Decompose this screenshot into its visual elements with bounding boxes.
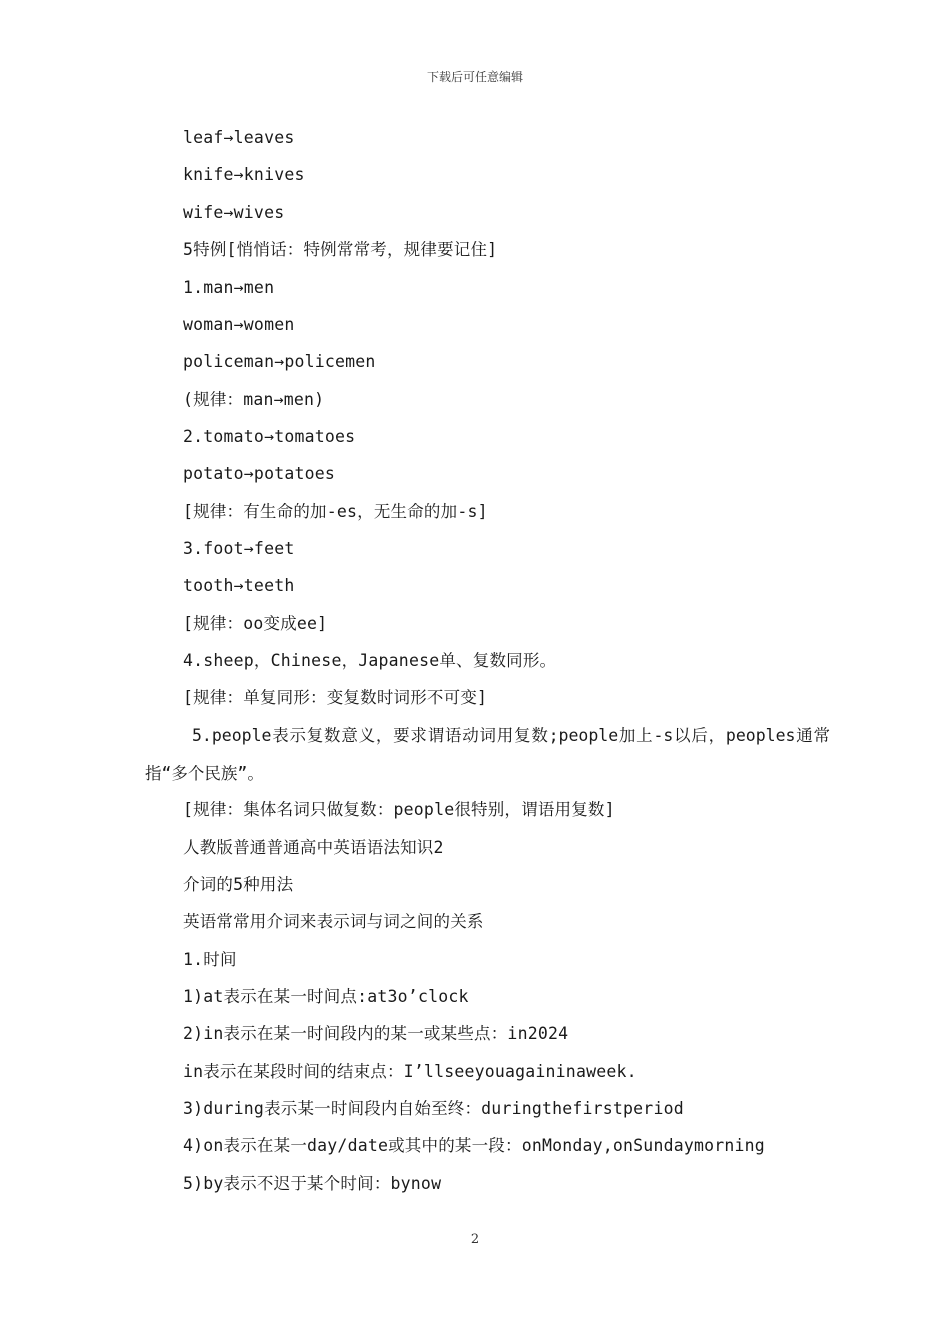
text-line: 4)on表示在某一day/date或其中的某一段：onMonday,onSundaymorning	[183, 1136, 765, 1155]
text-line: [规律：oo变成ee]	[183, 614, 328, 633]
text-line: policeman→policemen	[183, 352, 376, 371]
text-line: potato→potatoes	[183, 464, 336, 483]
text-line: 介词的5种用法	[183, 875, 294, 894]
text-line: tooth→teeth	[183, 576, 295, 595]
text-line: 5特例[悄悄话：特例常常考，规律要记住]	[183, 240, 498, 259]
text-line: 2)in表示在某一时间段内的某一或某些点：in2024	[183, 1024, 569, 1043]
page-header: 下载后可任意编辑	[426, 70, 523, 84]
text-line: [规律：单复同形：变复数时词形不可变]	[183, 688, 488, 707]
text-line: in表示在某段时间的结束点：I’llseeyouagaininaweek.	[183, 1062, 637, 1081]
text-line: (规律：man→men)	[183, 390, 325, 409]
text-line: 3)during表示某一时间段内自始至终：duringthefirstperiod	[183, 1099, 684, 1118]
text-line: knife→knives	[183, 165, 305, 184]
text-line: 5)by表示不迟于某个时间：bynow	[183, 1174, 442, 1193]
text-line: 3.foot→feet	[183, 539, 295, 558]
text-line: leaf→leaves	[183, 128, 295, 147]
text-line: 4.sheep，Chinese，Japanese单、复数同形。	[183, 651, 557, 670]
text-line: 1.时间	[183, 950, 237, 969]
text-line: [规律：有生命的加-es，无生命的加-s]	[183, 502, 488, 521]
section-title: 人教版普通普通高中英语语法知识2	[183, 838, 444, 857]
text-line: 1.man→men	[183, 278, 275, 297]
page-number: 2	[470, 1232, 480, 1247]
text-line: 英语常常用介词来表示词与词之间的关系	[183, 912, 484, 931]
text-line: 1)at表示在某一时间点:at3o’clock	[183, 987, 469, 1006]
paragraph-people: 5.people表示复数意义，要求谓语动词用复数;people加上-s以后，peoples通常指“多个民族”。	[145, 726, 830, 783]
text-line: [规律：集体名词只做复数：people很特别，谓语用复数]	[183, 800, 615, 819]
text-line: 2.tomato→tomatoes	[183, 427, 356, 446]
text-line: wife→wives	[183, 203, 285, 222]
text-line: woman→women	[183, 315, 295, 334]
